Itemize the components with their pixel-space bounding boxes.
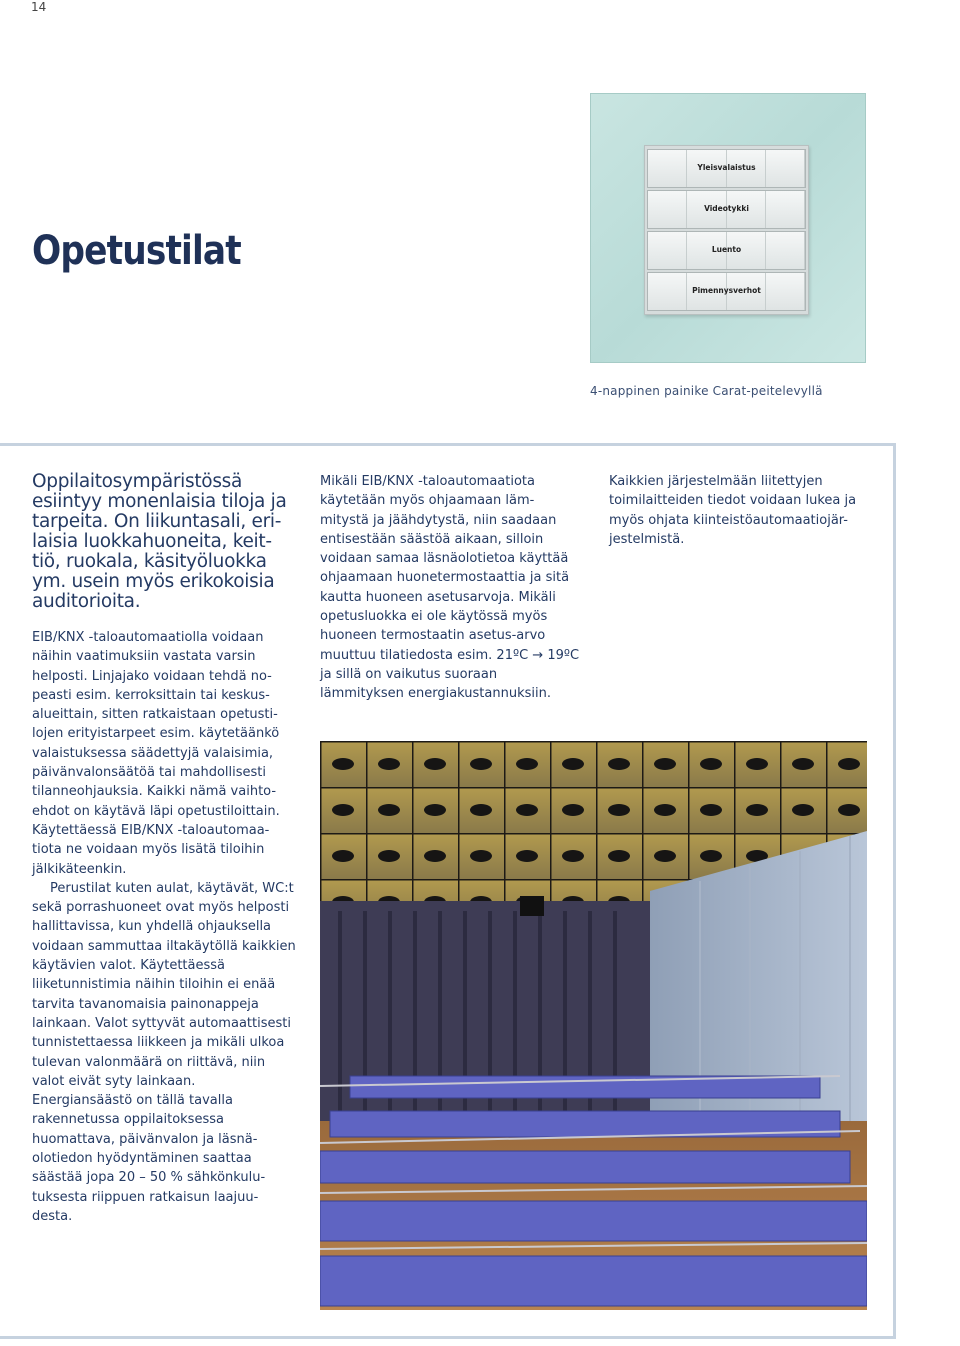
switch-photo (590, 93, 866, 363)
body-paragraph: Perustilat kuten aulat, käytävät, WC:t sekä porrashuoneet ovat myös helposti hallittavissa, kun yhdellä ohjauksella voidaan sammuttaa iltakäytöllä kaikkien käytävien valot. Käytettäessä liiketunnistimia näihin tiloihin ei enää tarvita tavanomaisia painonappeja lainkaan. Valot syttyvät automaattisesti tunnistettaessa liikkeen ja mikäli ulkoa tulevan valonmäärä on riittävä, niin valot eivät syty lainkaan. Energiansäästö on tällä tavalla rakennetussa oppilaitoksessa huomattava, päivänvalon ja läsnä-olotiedon hyödyntäminen saattaa säästää jopa 20 – 50 % sähkönkulu-tuksesta riippuen ratkaisun laajuu-desta. (32, 880, 296, 1224)
body-paragraph: EIB/KNX -taloautomaatiolla voidaan näihin vaatimuksiin vastata varsin helposti. Linjajako voidaan tehdä no-peasti esim. kerroksittain tai keskus-alueittain, sitten ratkaistaan opetusti-lojen erityistarpeet esim. käytetäänkö valaistuksessa säädettyjä valaisimia, päivänvalonsäätöä tai mahdollisesti tilanneohjauksia. Kaikki nämä vaihto-ehdot on käytävä läpi opetustiloittain. Käytettäessä EIB/KNX -taloautomaa-tiota ne voidaan myös lisätä tiloihin jälkikäteenkin. (32, 630, 280, 877)
switch-panel (644, 145, 809, 315)
switch-key-label: Videotykki (704, 204, 749, 213)
text-column-2 (320, 472, 580, 704)
body-paragraph: Kaikkien järjestelmään liitettyjen toimilaitteiden tiedot voidaan lukea ja myös ohjata kiinteistöautomaatiojär-jestelmistä. (609, 474, 857, 547)
switch-key (647, 231, 806, 270)
auditorium-illustration (320, 741, 867, 1310)
switch-key-label: Yleisvalaistus (697, 163, 756, 172)
text-column-3 (609, 472, 871, 549)
auditorium-photo (320, 741, 867, 1310)
frame-right-line (893, 443, 896, 1339)
photo-caption: 4-nappinen painike Carat-peitelevyllä (590, 384, 823, 398)
switch-key (647, 272, 806, 311)
page-number: 14 (31, 0, 47, 14)
page-title: Opetustilat (32, 228, 241, 274)
text-column-1 (32, 472, 297, 1226)
switch-key (647, 149, 806, 188)
switch-key (647, 190, 806, 229)
frame-bottom-line (0, 1336, 896, 1339)
switch-key-label: Pimennysverhot (692, 286, 761, 295)
switch-key-label: Luento (711, 245, 742, 254)
body-paragraph: Mikäli EIB/KNX -taloautomaatiota käytetään myös ohjaamaan läm-mitystä ja jäähdytystä, niin saadaan entisestään säästöä aikaan, silloin voidaan samaa läsnäolotietoa käyttää ohjaamaan huonetermostaattia ja sitä kautta huoneen asetusarvoja. Mikäli opetusluokka ei ole käytössä myös huoneen termostaatin asetus-arvo muuttuu tilatiedosta esim. 21ºC → 19ºC ja sillä on vaikutus suoraan lämmityksen energiakustannuksiin. (320, 474, 580, 702)
lead-paragraph: Oppilaitosympäristössä esiintyy monenlaisia tiloja ja tarpeita. On liikuntasali, eri-laisia luokkahuoneita, keit-tiö, ruokala, käsityöluokka ym. usein myös erikokoisia auditorioita. (32, 471, 287, 612)
frame-top-line (0, 443, 896, 446)
